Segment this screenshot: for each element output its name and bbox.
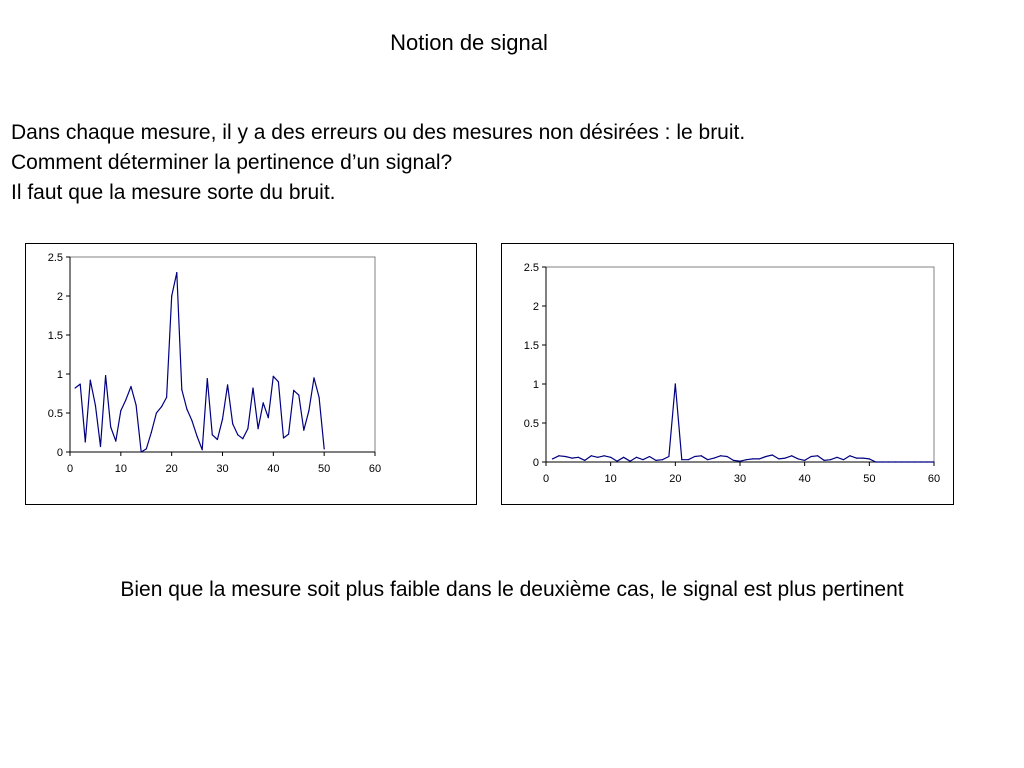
data-point [186, 409, 187, 410]
y-tick-label: 0 [532, 457, 539, 469]
y-tick-label: 1 [56, 369, 63, 381]
data-point [105, 375, 106, 376]
data-point [746, 459, 747, 460]
data-point [222, 419, 223, 420]
x-tick-label: 20 [165, 463, 178, 475]
data-point [578, 457, 579, 458]
data-point [591, 455, 592, 456]
y-tick-label: 0 [56, 447, 63, 459]
data-point [130, 386, 131, 387]
data-point [694, 456, 695, 457]
data-point [836, 457, 837, 458]
chart-clean-signal [501, 243, 954, 505]
data-point [791, 455, 792, 456]
x-tick-label: 60 [368, 463, 382, 475]
slide-title: Notion de signal [390, 30, 548, 55]
data-point [74, 387, 75, 388]
data-point [733, 460, 734, 461]
data-point [811, 456, 812, 457]
data-point [237, 434, 238, 435]
intro-line-3: Il faut que la mesure sorte du bruit. [11, 181, 336, 204]
data-point [135, 405, 136, 406]
data-point [324, 448, 325, 449]
data-point [933, 461, 934, 462]
x-tick-label: 30 [216, 463, 229, 475]
data-point [298, 394, 299, 395]
data-point [191, 420, 192, 421]
data-point [247, 428, 248, 429]
data-point [610, 457, 611, 458]
data-point [318, 397, 319, 398]
data-point [232, 423, 233, 424]
x-tick-label: 0 [66, 463, 74, 475]
data-point [565, 456, 566, 457]
data-point [714, 458, 715, 459]
data-point [181, 389, 182, 390]
data-point [772, 454, 773, 455]
data-point [888, 461, 889, 462]
data-point [726, 456, 727, 457]
data-point [617, 461, 618, 462]
data-point [752, 458, 753, 459]
x-tick-label: 20 [669, 473, 682, 485]
x-tick-label: 40 [798, 473, 811, 485]
data-point [830, 459, 831, 460]
y-tick-label: 2.5 [523, 262, 539, 274]
conclusion-text: Bien que la mesure soit plus faible dans le deuxième cas, le signal est plus pertinent [120, 578, 904, 601]
data-point [785, 458, 786, 459]
data-point [739, 461, 740, 462]
data-point [765, 456, 766, 457]
data-point [115, 440, 116, 441]
y-tick-label: 0.5 [47, 408, 63, 420]
data-point [227, 384, 228, 385]
plot-area-frame [546, 267, 934, 462]
data-point [636, 457, 637, 458]
data-point [875, 461, 876, 462]
y-tick-label: 1 [532, 379, 539, 391]
x-tick-label: 50 [318, 463, 331, 475]
data-point [263, 402, 264, 403]
data-point [212, 434, 213, 435]
data-point [720, 455, 721, 456]
data-point [100, 446, 101, 447]
data-point [161, 406, 162, 407]
data-point [882, 461, 883, 462]
data-point [171, 295, 172, 296]
data-point [927, 461, 928, 462]
data-point [662, 459, 663, 460]
data-point [675, 383, 676, 384]
data-point [908, 461, 909, 462]
data-point [584, 460, 585, 461]
data-point [176, 272, 177, 273]
series-line-1 [553, 384, 935, 462]
data-point [629, 461, 630, 462]
data-point [95, 405, 96, 406]
data-point [125, 399, 126, 400]
y-tick-label: 2.5 [47, 252, 63, 264]
chart-noisy-signal-svg [26, 244, 476, 504]
data-point [80, 384, 81, 385]
data-point [655, 460, 656, 461]
data-point [146, 448, 147, 449]
x-tick-label: 50 [863, 473, 876, 485]
data-point [166, 397, 167, 398]
data-point [278, 381, 279, 382]
data-point [202, 449, 203, 450]
data-point [701, 455, 702, 456]
data-point [283, 437, 284, 438]
chart-clean-signal-svg [502, 244, 953, 504]
data-point [804, 460, 805, 461]
data-point [151, 432, 152, 433]
x-tick-label: 40 [267, 463, 280, 475]
intro-line-2: Comment déterminer la pertinence d’un signal? [11, 151, 453, 174]
data-point [308, 410, 309, 411]
y-tick-label: 1.5 [523, 340, 539, 352]
data-point [707, 459, 708, 460]
data-point [196, 436, 197, 437]
data-point [920, 461, 921, 462]
data-point [823, 460, 824, 461]
data-point [207, 378, 208, 379]
data-point [268, 417, 269, 418]
x-tick-label: 30 [733, 473, 747, 485]
data-point [90, 380, 91, 381]
data-point [604, 455, 605, 456]
data-point [856, 458, 857, 459]
data-point [843, 459, 844, 460]
intro-line-1: Dans chaque mesure, il y a des erreurs ou des mesures non désirées : le bruit. [11, 121, 746, 144]
chart-noisy-signal [25, 243, 477, 505]
data-point [798, 458, 799, 459]
data-point [273, 376, 274, 377]
data-point [571, 458, 572, 459]
data-point [759, 458, 760, 459]
data-point [642, 459, 643, 460]
data-point [313, 377, 314, 378]
y-tick-label: 2 [56, 291, 63, 303]
data-point [156, 412, 157, 413]
y-tick-label: 2 [532, 301, 539, 313]
data-point [303, 430, 304, 431]
data-point [778, 458, 779, 459]
data-point [597, 457, 598, 458]
data-point [558, 455, 559, 456]
data-point [293, 390, 294, 391]
data-point [901, 461, 902, 462]
data-point [688, 459, 689, 460]
data-point [869, 458, 870, 459]
data-point [242, 438, 243, 439]
data-point [649, 456, 650, 457]
data-point [817, 455, 818, 456]
data-point [862, 458, 863, 459]
data-point [217, 439, 218, 440]
x-tick-label: 10 [604, 473, 617, 485]
intro-text [11, 118, 745, 208]
data-point [85, 441, 86, 442]
plot-area-frame [70, 257, 375, 452]
data-point [120, 410, 121, 411]
data-point [849, 455, 850, 456]
data-point [257, 428, 258, 429]
y-tick-label: 1.5 [47, 330, 63, 342]
data-point [552, 458, 553, 459]
data-point [914, 461, 915, 462]
series-line-1 [75, 273, 324, 452]
x-tick-label: 60 [927, 473, 941, 485]
y-tick-label: 0.5 [523, 418, 539, 430]
data-point [110, 426, 111, 427]
data-point [288, 433, 289, 434]
x-tick-label: 10 [114, 463, 127, 475]
data-point [252, 387, 253, 388]
data-point [623, 457, 624, 458]
data-point [895, 461, 896, 462]
data-point [681, 459, 682, 460]
x-tick-label: 0 [542, 473, 550, 485]
data-point [141, 451, 142, 452]
data-point [668, 456, 669, 457]
